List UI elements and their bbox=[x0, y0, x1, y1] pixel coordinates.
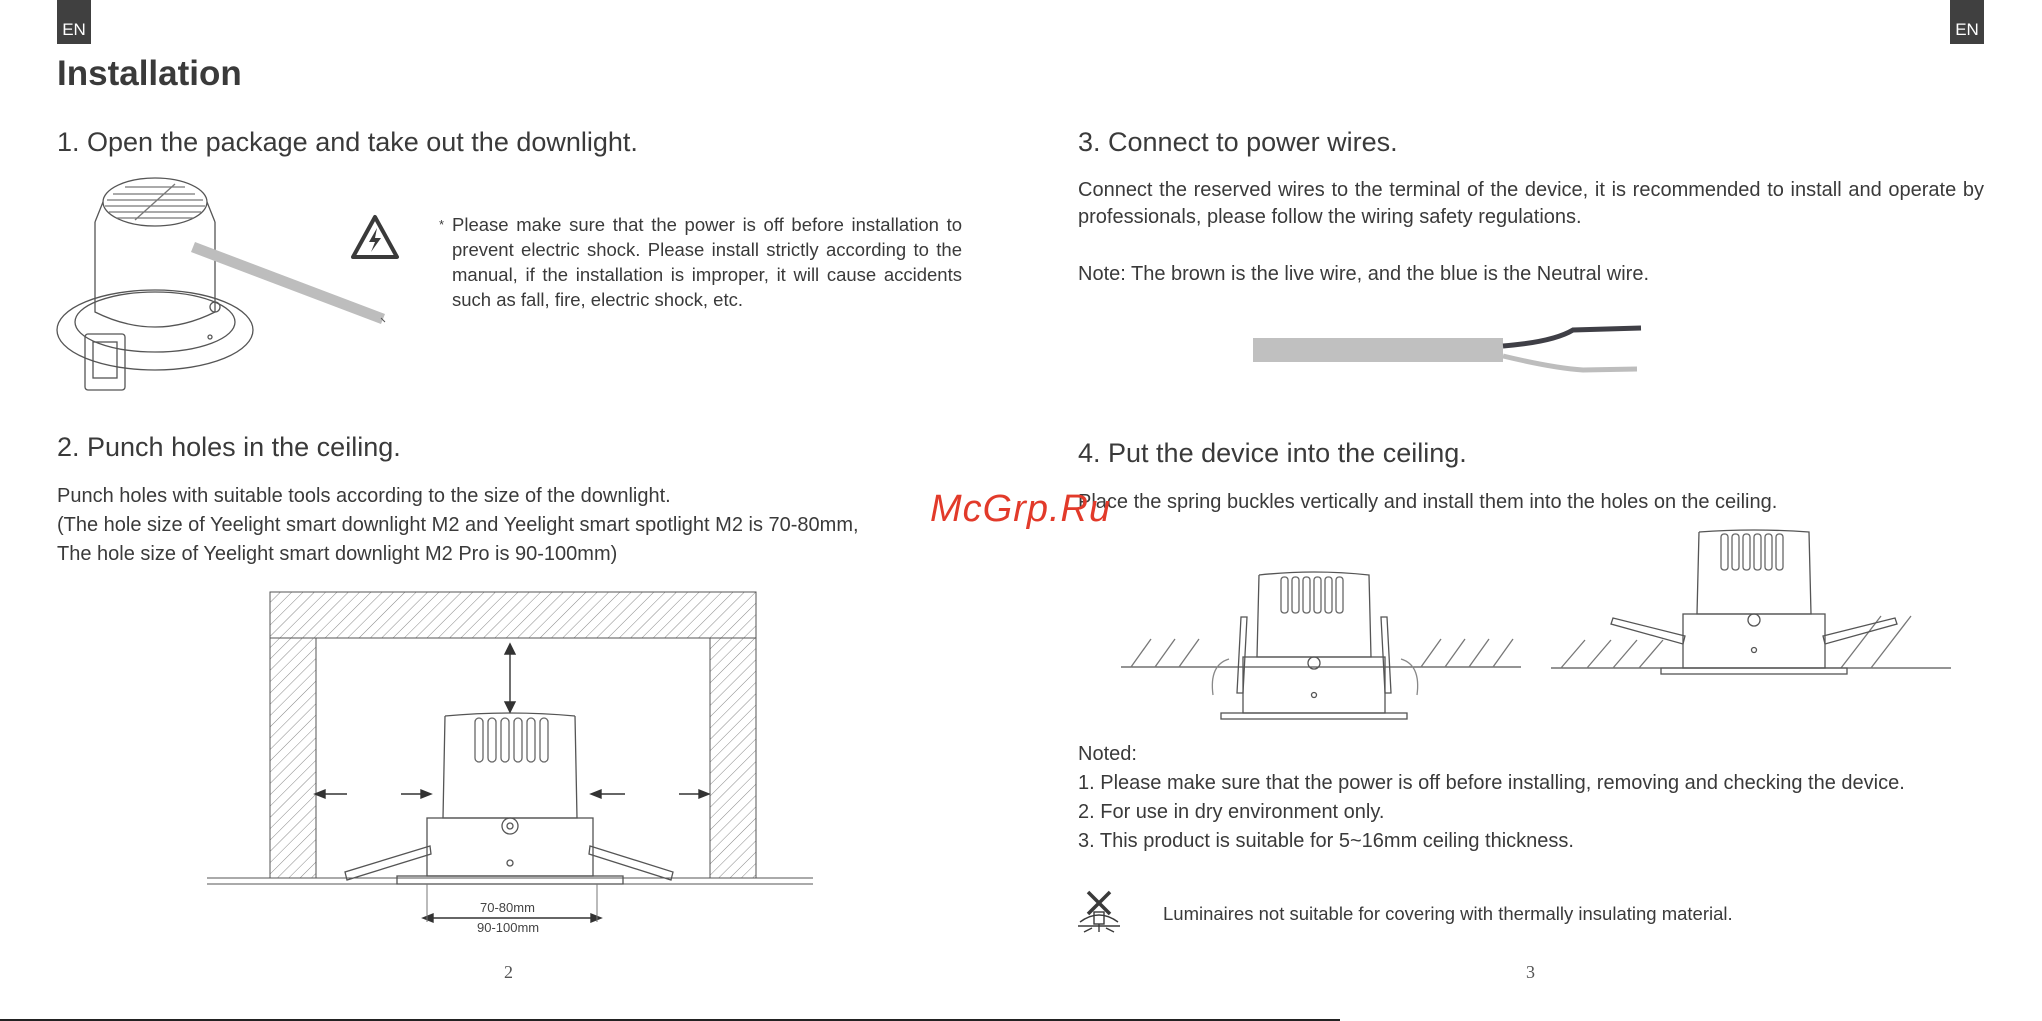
language-tab: EN bbox=[57, 0, 91, 44]
dim-label-2: 90-100mm bbox=[477, 920, 540, 935]
page-number: 3 bbox=[1526, 962, 1535, 982]
noted-title: Noted: bbox=[1078, 743, 1137, 765]
electric-hazard-icon bbox=[350, 214, 400, 260]
page-title: Installation bbox=[57, 54, 242, 93]
no-insulation-cover-icon bbox=[1076, 888, 1122, 934]
insulation-warning: Luminaires not suitable for covering with thermally insulating material. bbox=[1163, 903, 1733, 924]
noted-item-1: 1. Please make sure that the power is off before installing, removing and checking the device. bbox=[1078, 772, 1905, 794]
noted-item-2: 2. For use in dry environment only. bbox=[1078, 801, 1385, 823]
step2-line-2: (The hole size of Yeelight smart downlight M2 and Yeelight smart spotlight M2 is 70-80mm, bbox=[57, 514, 859, 536]
step3-heading: 3. Connect to power wires. bbox=[1078, 127, 1398, 157]
language-tab: EN bbox=[1950, 0, 1984, 44]
step2-line-1: Punch holes with suitable tools according to the size of the downlight. bbox=[57, 485, 671, 507]
install-diagram-left bbox=[1121, 565, 1521, 725]
install-diagram-right bbox=[1551, 530, 1951, 680]
step1-heading: 1. Open the package and take out the downlight. bbox=[57, 127, 638, 157]
warning-text: * Please make sure that the power is off before installation to prevent electric shock. Please install strictly according to the manual, if the installation is improper, it will cause accidents such as fall, fire, electric shock, etc. bbox=[439, 214, 962, 310]
ceiling-hole-diagram bbox=[205, 588, 825, 948]
watermark: McGrp.Ru bbox=[930, 488, 1112, 530]
dim-label-1: 70-80mm bbox=[480, 900, 535, 915]
noted-item-3: 3. This product is suitable for 5~16mm ceiling thickness. bbox=[1078, 830, 1574, 852]
step4-body: Place the spring buckles vertically and install them into the holes on the ceiling. bbox=[1078, 491, 1778, 513]
step2-line-3: The hole size of Yeelight smart downlight M2 Pro is 90-100mm) bbox=[57, 543, 618, 565]
right-page bbox=[1021, 0, 2042, 1021]
step4-heading: 4. Put the device into the ceiling. bbox=[1078, 438, 1467, 468]
power-wire-illustration bbox=[1253, 324, 1673, 374]
page-number: 2 bbox=[504, 962, 513, 982]
downlight-illustration bbox=[55, 172, 395, 402]
step3-body: Connect the reserved wires to the terminal of the device, it is recommended to install and operate by professionals, please follow the wiring safety regulations. bbox=[1078, 179, 1984, 228]
step3-note: Note: The brown is the live wire, and the blue is the Neutral wire. bbox=[1078, 263, 1650, 285]
step2-heading: 2. Punch holes in the ceiling. bbox=[57, 432, 401, 462]
